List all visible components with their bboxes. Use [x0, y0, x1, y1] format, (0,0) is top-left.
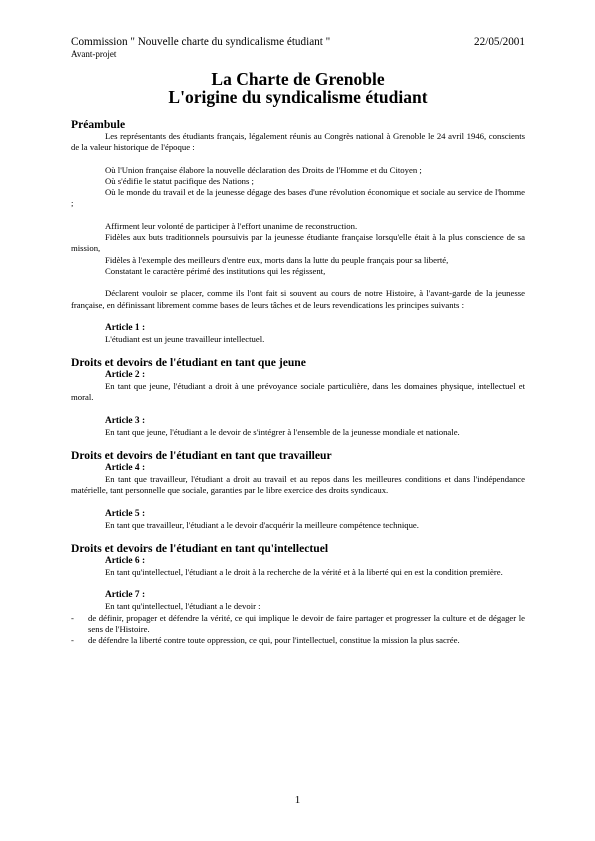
article-5-text: En tant que travailleur, l'étudiant a le devoir d'acquérir la meilleure compétence technique.	[105, 519, 419, 530]
document-status: Avant-projet	[71, 49, 117, 59]
bullet-dash: -	[71, 612, 74, 623]
preambule-item: Affirment leur volonté de participer à l'effort unanime de reconstruction.	[105, 220, 358, 231]
preambule-item: Où le monde du travail et de la jeunesse dégage des bases d'une révolution économique et sociale au service de l'homme ;	[71, 187, 525, 209]
article-3-title: Article 3 :	[105, 415, 146, 426]
section-intellectuel-heading: Droits et devoirs de l'étudiant en tant qu'intellectuel	[71, 541, 329, 555]
article-1-text: L'étudiant est un jeune travailleur intellectuel.	[105, 333, 265, 344]
document-title	[71, 70, 525, 106]
list-item-text: de définir, propager et défendre la vérité, ce qui implique le devoir de faire partager et progresser la culture et de dégager le sens de l'Histoire.	[88, 612, 525, 634]
preambule-item: Où s'édifie le statut pacifique des Nations ;	[105, 175, 254, 186]
preambule-intro: Les représentants des étudiants français, légalement réunis au Congrès national à Grenoble le 24 avril 1946, conscients de la valeur historique de l'époque :	[71, 131, 525, 153]
section-jeune-heading: Droits et devoirs de l'étudiant en tant que jeune	[71, 356, 306, 370]
page-number: 1	[294, 794, 301, 806]
article-7-text: En tant qu'intellectuel, l'étudiant a le devoir :	[105, 601, 261, 612]
article-4-title: Article 4 :	[105, 463, 146, 474]
list-item	[71, 613, 525, 636]
preambule-declaration: Déclarent vouloir se placer, comme ils l'ont fait si souvent au cours de notre Histoire, à l'avant-garde de la jeunesse française, en définissant librement comme bases de leurs tâches et de leurs revendications les principes suivants :	[71, 288, 525, 310]
document-page	[71, 36, 525, 646]
article-4-text: En tant que travailleur, l'étudiant a droit au travail et au repos dans les meilleures conditions et dans l'indépendance matérielle, tant personnelle que sociale, garanties par le libre exercice des droits syndicaux.	[71, 474, 525, 496]
article-3-text: En tant que jeune, l'étudiant a le devoir de s'intégrer à l'ensemble de la jeunesse mondiale et nationale.	[105, 426, 460, 437]
page-header	[71, 36, 525, 49]
preambule-item: Constatant le caractère périmé des institutions qui les régissent,	[105, 265, 326, 276]
list-item-text: de défendre la liberté contre toute oppression, ce qui, pour l'intellectuel, constitue la mission la plus sacrée.	[88, 635, 460, 646]
preambule-item: Fidèles à l'exemple des meilleurs d'entre eux, morts dans la lutte du peuple français pour sa liberté,	[105, 254, 449, 265]
article-2-text: En tant que jeune, l'étudiant a droit à une prévoyance sociale particulière, dans les domaines physique, intellectuel et moral.	[71, 381, 525, 403]
article-6-title: Article 6 :	[105, 555, 146, 566]
list-item	[71, 635, 525, 646]
article-7-title: Article 7 :	[105, 590, 146, 601]
article-5-title: Article 5 :	[105, 508, 146, 519]
preambule-item: Fidèles aux buts traditionnels poursuivis par la jeunesse étudiante française lorsqu'elle était à la plus conscience de sa mission,	[71, 232, 525, 254]
article-1-title: Article 1 :	[105, 322, 146, 333]
article-6-text: En tant qu'intellectuel, l'étudiant a le droit à la recherche de la vérité et à la liberté qui en est la condition première.	[105, 566, 503, 577]
title-line-1: La Charte de Grenoble	[211, 69, 385, 89]
preambule-item: Où l'Union française élabore la nouvelle déclaration des Droits de l'Homme et du Citoyen ;	[105, 164, 422, 175]
commission-title: Commission " Nouvelle charte du syndicalisme étudiant "	[71, 36, 331, 48]
bullet-dash: -	[71, 635, 74, 646]
title-line-2: L'origine du syndicalisme étudiant	[168, 87, 428, 107]
document-date: 22/05/2001	[474, 36, 525, 48]
article-2-title: Article 2 :	[105, 370, 146, 381]
section-travailleur-heading: Droits et devoirs de l'étudiant en tant que travailleur	[71, 449, 332, 463]
preambule-heading: Préambule	[71, 118, 126, 131]
